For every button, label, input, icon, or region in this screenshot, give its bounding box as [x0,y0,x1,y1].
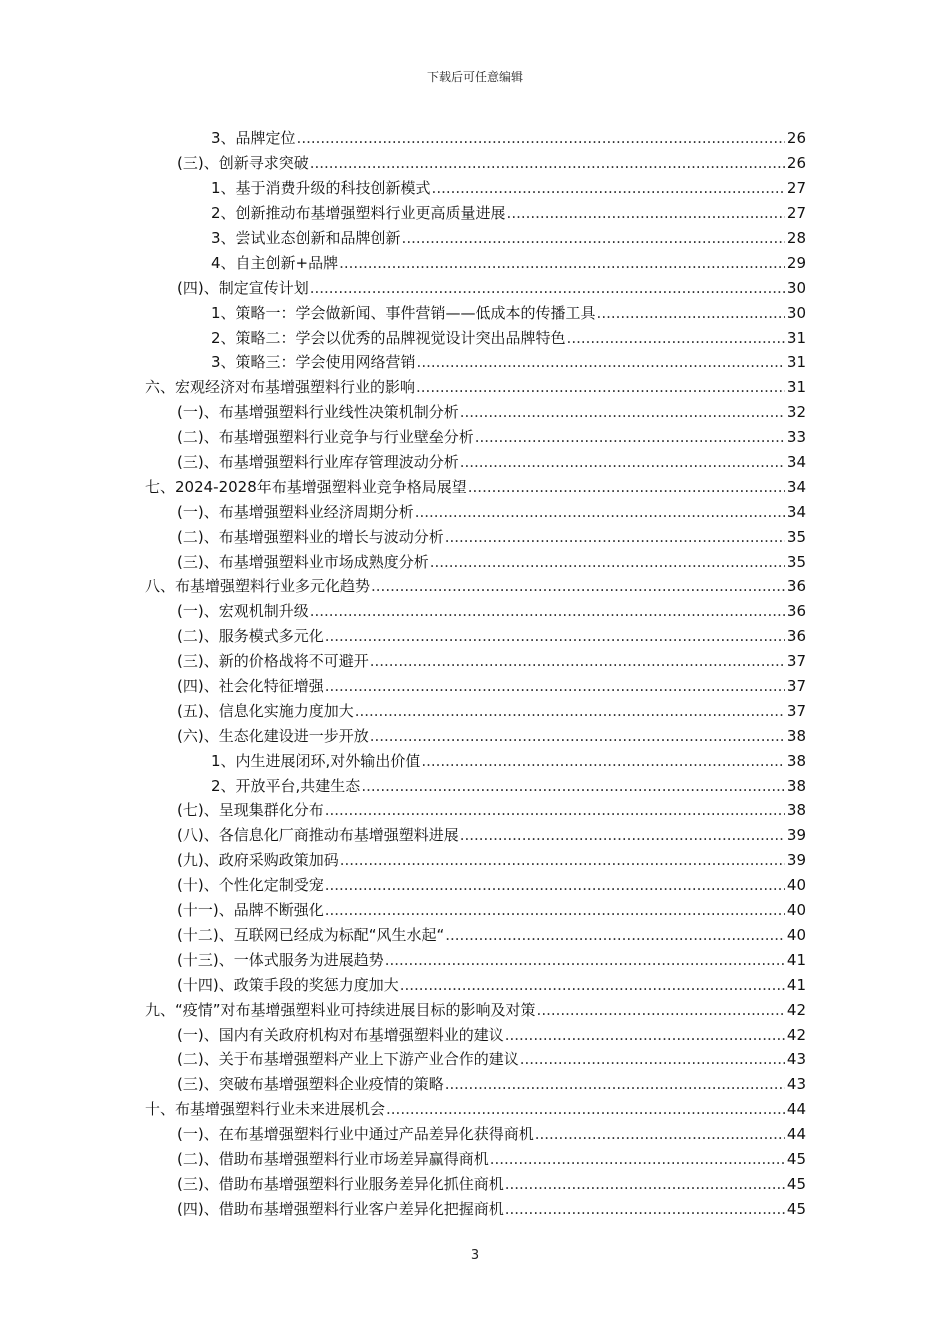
toc-entry-page: 38 [786,776,806,795]
toc-leader-dots [370,652,785,670]
toc-entry-page: 38 [786,751,806,770]
toc-entry[interactable] [145,1122,806,1147]
toc-entry-page: 36 [786,602,806,621]
toc-entry[interactable] [145,997,806,1022]
toc-leader-dots [417,353,785,371]
toc-entry-page: 27 [786,179,806,198]
toc-entry-title: (二)、关于布基增强塑料产业上下游产业合作的建议 [177,1050,519,1069]
toc-entry-title: (十四)、政策手段的奖惩力度加大 [177,975,399,994]
toc-leader-dots [370,727,785,745]
toc-entry-title: (八)、各信息化厂商推动布基增强塑料进展 [177,826,459,845]
toc-leader-dots [325,677,785,695]
toc-leader-dots [297,129,785,147]
toc-entry[interactable] [145,201,806,226]
toc-leader-dots [475,428,785,446]
toc-entry[interactable] [145,1196,806,1221]
toc-leader-dots [468,478,785,496]
toc-leader-dots [340,851,785,869]
toc-entry[interactable] [145,698,806,723]
toc-entry[interactable] [145,499,806,524]
toc-leader-dots [325,627,785,645]
toc-leader-dots [520,1050,785,1068]
toc-leader-dots [310,602,785,620]
toc-leader-dots [535,1125,785,1143]
toc-entry[interactable] [145,450,806,475]
toc-entry-page: 45 [786,1149,806,1168]
toc-entry-page: 30 [786,278,806,297]
toc-entry[interactable] [145,151,806,176]
toc-entry-page: 34 [786,502,806,521]
toc-entry[interactable] [145,1047,806,1072]
toc-entry-title: (一)、布基增强塑料业经济周期分析 [177,502,414,521]
toc-entry-title: 1、基于消费升级的科技创新模式 [211,179,431,198]
toc-entry[interactable] [145,325,806,350]
toc-entry-title: (十)、个性化定制受宠 [177,876,324,895]
toc-entry-page: 42 [786,1000,806,1019]
toc-entry-title: (一)、宏观机制升级 [177,602,309,621]
toc-leader-dots [460,826,785,844]
toc-leader-dots [371,577,785,595]
toc-leader-dots [505,1026,785,1044]
toc-entry-title: (七)、呈现集群化分布 [177,801,324,820]
toc-entry[interactable] [145,947,806,972]
page-header: 下载后可任意编辑 [426,70,523,84]
toc-entry-title: (二)、借助布基增强塑料行业市场差异赢得商机 [177,1149,489,1168]
toc-leader-dots [432,179,785,197]
toc-leader-dots [490,1150,785,1168]
toc-entry-title: 3、品牌定位 [211,129,296,148]
toc-entry[interactable] [145,549,806,574]
toc-entry-page: 36 [786,627,806,646]
toc-entry-title: 八、布基增强塑料行业多元化趋势 [145,577,371,596]
toc-leader-dots [597,304,785,322]
toc-entry[interactable] [145,375,806,400]
toc-entry-page: 39 [786,851,806,870]
toc-entry-title: 七、2024-2028年布基增强塑料业竞争格局展望 [145,477,467,496]
toc-entry-title: 1、内生进展闭环,对外输出价值 [211,751,421,770]
toc-leader-dots [339,254,785,272]
toc-entry-page: 43 [786,1050,806,1069]
toc-leader-dots [430,553,785,571]
toc-leader-dots [505,1175,785,1193]
toc-leader-dots [445,1075,785,1093]
toc-entry-page: 43 [786,1075,806,1094]
toc-entry-title: (一)、布基增强塑料行业线性决策机制分析 [177,403,459,422]
toc-entry-page: 44 [786,1125,806,1144]
toc-entry[interactable] [145,1072,806,1097]
toc-entry[interactable] [145,848,806,873]
table-of-contents [145,126,806,1221]
toc-entry-page: 27 [786,204,806,223]
toc-leader-dots [507,204,785,222]
toc-leader-dots [355,702,785,720]
toc-entry-title: (四)、借助布基增强塑料行业客户差异化把握商机 [177,1199,504,1218]
toc-entry-page: 32 [786,403,806,422]
toc-entry-page: 28 [786,229,806,247]
toc-entry[interactable] [145,1147,806,1172]
toc-entry[interactable] [145,250,806,275]
toc-entry[interactable] [145,898,806,923]
toc-entry-title: (五)、信息化实施力度加大 [177,701,354,720]
toc-entry-page: 33 [786,428,806,447]
toc-leader-dots [400,976,785,994]
toc-entry[interactable] [145,524,806,549]
page-number: 3 [470,1248,480,1263]
toc-leader-dots [416,378,785,396]
toc-entry[interactable] [145,226,806,251]
toc-entry-title: 3、策略三：学会使用网络营销 [211,353,416,372]
toc-entry[interactable] [145,275,806,300]
toc-entry-page: 42 [786,1025,806,1044]
toc-entry-title: (三)、新的价格战将不可避开 [177,652,369,671]
toc-entry[interactable] [145,649,806,674]
toc-entry-page: 40 [786,876,806,895]
toc-entry-title: (九)、政府采购政策加码 [177,851,339,870]
toc-entry-title: (十一)、品牌不断强化 [177,901,324,920]
toc-leader-dots [460,403,785,421]
toc-leader-dots [385,951,785,969]
toc-entry-title: 2、开放平台,共建生态 [211,776,361,795]
toc-entry[interactable] [145,798,806,823]
toc-entry-title: 2、创新推动布基增强塑料行业更高质量进展 [211,204,506,223]
toc-entry[interactable] [145,400,806,425]
toc-entry[interactable] [145,748,806,773]
toc-entry-page: 45 [786,1199,806,1218]
toc-entry-title: (十三)、一体式服务为进展趋势 [177,950,384,969]
toc-entry-page: 44 [786,1100,806,1119]
toc-entry-page: 35 [786,527,806,546]
toc-entry[interactable] [145,873,806,898]
toc-entry-page: 37 [786,652,806,671]
toc-entry-page: 31 [786,353,806,372]
toc-leader-dots [445,926,785,944]
toc-leader-dots [310,154,785,172]
toc-entry-title: 九、“疫情”对布基增强塑料业可持续进展目标的影响及对策 [145,1000,536,1019]
toc-entry-page: 31 [786,328,806,347]
toc-entry-title: (二)、布基增强塑料业的增长与波动分析 [177,527,444,546]
toc-entry-title: (六)、生态化建设进一步开放 [177,726,369,745]
toc-leader-dots [325,801,785,819]
toc-entry-title: (一)、国内有关政府机构对布基增强塑料业的建议 [177,1025,504,1044]
toc-leader-dots [445,528,785,546]
toc-entry[interactable] [145,823,806,848]
toc-entry-page: 41 [786,975,806,994]
toc-entry-page: 38 [786,801,806,820]
toc-entry-title: 3、尝试业态创新和品牌创新 [211,229,401,247]
toc-entry[interactable] [145,624,806,649]
toc-entry-title: 十、布基增强塑料行业未来进展机会 [145,1100,386,1119]
toc-entry[interactable] [145,176,806,201]
toc-entry-page: 38 [786,726,806,745]
toc-entry-page: 41 [786,950,806,969]
toc-entry[interactable] [145,126,806,151]
toc-entry-title: (三)、布基增强塑料行业库存管理波动分析 [177,453,459,472]
toc-entry-title: 4、自主创新+品牌 [211,253,339,272]
toc-entry-title: (三)、突破布基增强塑料企业疫情的策略 [177,1075,444,1094]
toc-entry[interactable] [145,972,806,997]
toc-entry-page: 40 [786,901,806,920]
toc-leader-dots [505,1200,785,1218]
toc-entry-title: (四)、制定宣传计划 [177,278,309,297]
toc-leader-dots [361,777,785,795]
toc-entry[interactable] [145,1022,806,1047]
toc-leader-dots [325,901,785,919]
toc-entry-page: 35 [786,552,806,571]
toc-entry[interactable] [145,474,806,499]
toc-entry-title: (一)、在布基增强塑料行业中通过产品差异化获得商机 [177,1125,534,1144]
toc-leader-dots [460,453,785,471]
toc-leader-dots [325,876,785,894]
toc-entry[interactable] [145,923,806,948]
toc-entry-title: (二)、服务模式多元化 [177,627,324,646]
toc-entry-page: 37 [786,701,806,720]
toc-entry[interactable] [145,773,806,798]
toc-leader-dots [386,1100,785,1118]
toc-leader-dots [537,1001,785,1019]
toc-entry-title: (三)、借助布基增强塑料行业服务差异化抓住商机 [177,1174,504,1193]
toc-leader-dots [567,329,785,347]
toc-entry-page: 26 [786,129,806,148]
toc-leader-dots [421,752,785,770]
toc-leader-dots [310,279,785,297]
toc-entry-title: 2、策略二：学会以优秀的品牌视觉设计突出品牌特色 [211,328,566,347]
toc-entry[interactable] [145,574,806,599]
toc-entry-title: (三)、布基增强塑料业市场成熟度分析 [177,552,429,571]
toc-entry[interactable] [145,674,806,699]
toc-entry-page: 36 [786,577,806,596]
toc-entry-page: 37 [786,677,806,696]
toc-entry-title: (四)、社会化特征增强 [177,677,324,696]
toc-entry[interactable] [145,350,806,375]
toc-entry[interactable] [145,723,806,748]
toc-entry-page: 29 [786,253,806,272]
toc-entry[interactable] [145,425,806,450]
toc-entry-page: 34 [786,477,806,496]
toc-leader-dots [415,503,785,521]
toc-entry[interactable] [145,1171,806,1196]
toc-entry[interactable] [145,300,806,325]
toc-entry-title: 六、宏观经济对布基增强塑料行业的影响 [145,378,416,397]
toc-entry[interactable] [145,599,806,624]
toc-entry-page: 26 [786,154,806,173]
toc-entry-title: (三)、创新寻求突破 [177,154,309,173]
toc-entry-title: 1、策略一：学会做新闻、事件营销——低成本的传播工具 [211,303,596,322]
toc-entry-page: 40 [786,925,806,944]
toc-leader-dots [402,229,785,247]
toc-entry-page: 45 [786,1174,806,1193]
toc-entry-page: 39 [786,826,806,845]
toc-entry-page: 30 [786,303,806,322]
toc-entry-page: 34 [786,453,806,472]
toc-entry[interactable] [145,1097,806,1122]
toc-entry-title: (十二)、互联网已经成为标配“风生水起“ [177,925,445,944]
toc-entry-title: (二)、布基增强塑料行业竞争与行业壁垒分析 [177,428,474,447]
toc-entry-page: 31 [786,378,806,397]
